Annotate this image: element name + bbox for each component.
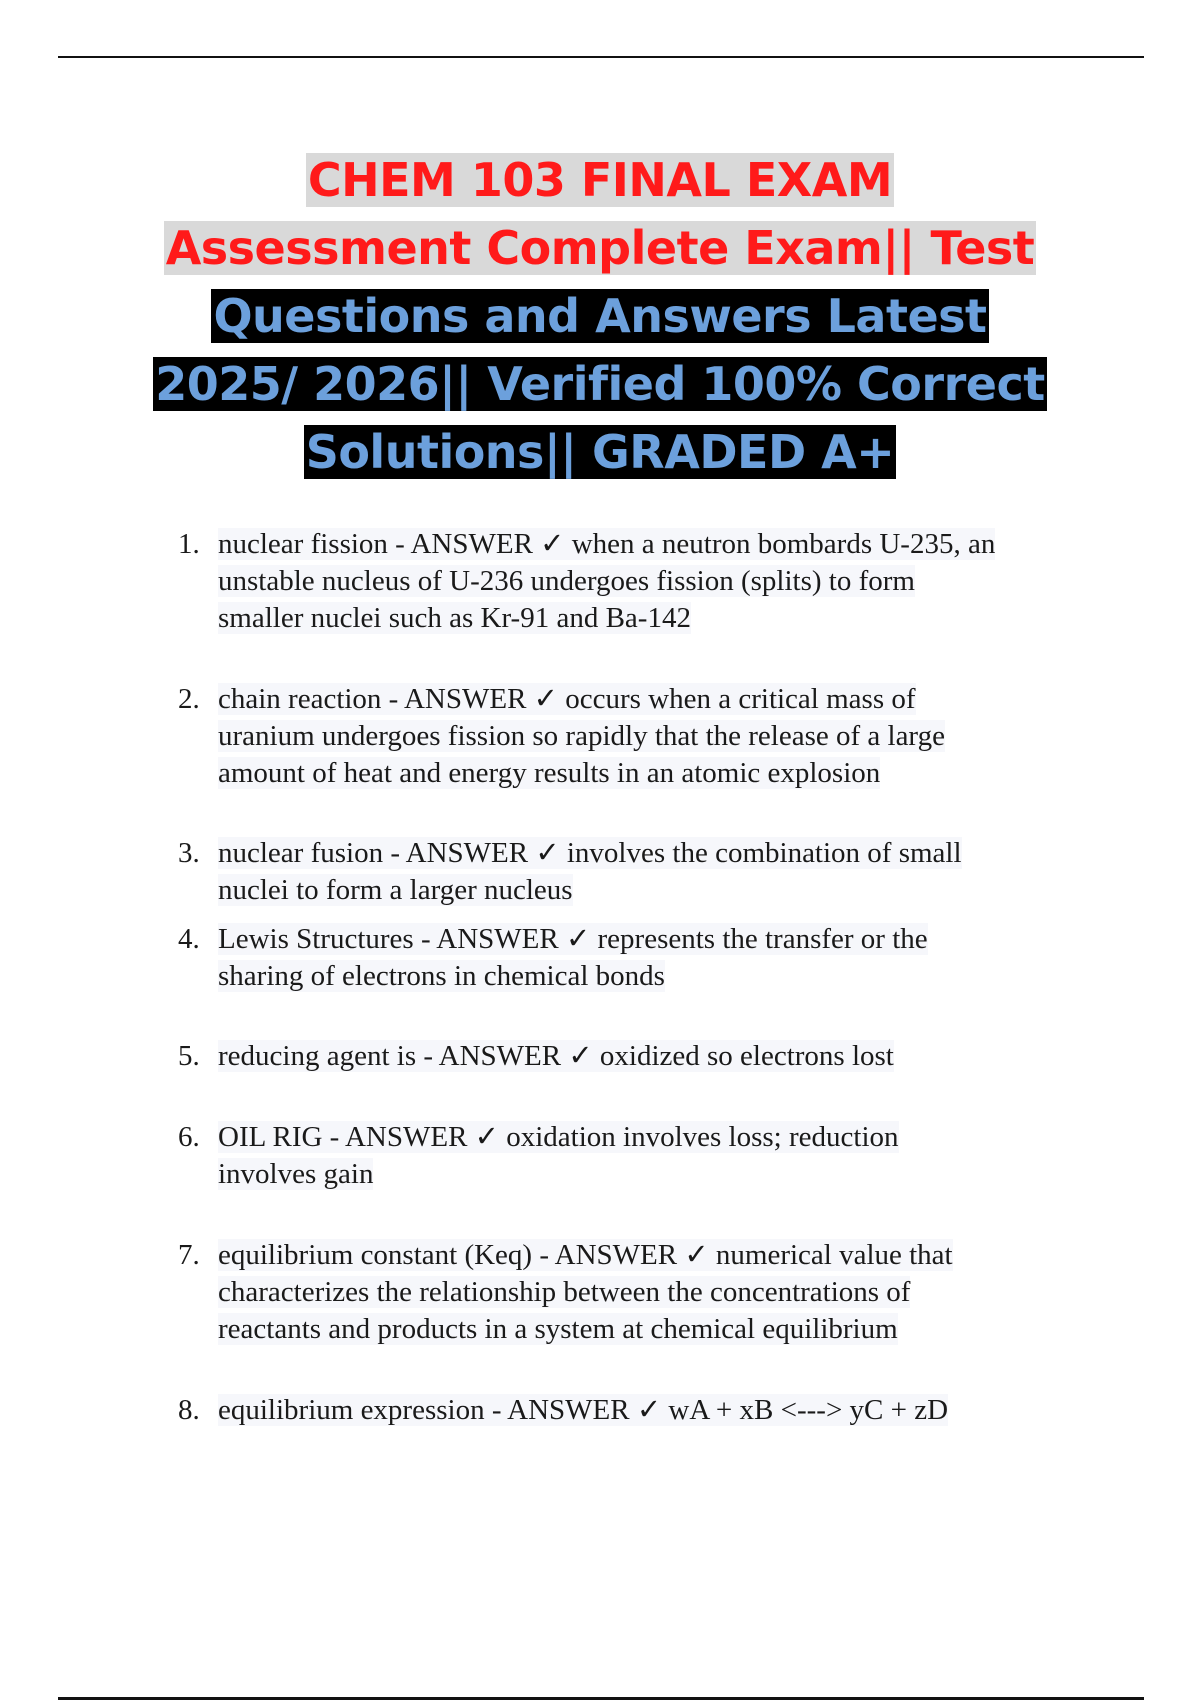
title-line-4: 2025/ 2026|| Verified 100% Correct <box>155 357 1045 411</box>
item-number: 3. <box>178 837 200 869</box>
item-text: chain reaction - ANSWER ✓ occurs when a critical mass of uranium undergoes fission so rapidly that the release of a large amount of heat and energy results in an atomic explosion <box>218 683 945 789</box>
title-line-2: Assessment Complete Exam|| Test <box>165 221 1035 275</box>
item-number: 8. <box>178 1394 200 1426</box>
item-text: equilibrium constant (Keq) - ANSWER ✓ numerical value that characterizes the relationship between the concentrations of reactants and products in a system at chemical equilibrium <box>218 1239 953 1345</box>
item-text: OIL RIG - ANSWER ✓ oxidation involves loss; reduction involves gain <box>218 1121 899 1190</box>
item-text: equilibrium expression - ANSWER ✓ wA + xB <---> yC + zD <box>218 1394 949 1426</box>
item-number: 5. <box>178 1040 200 1072</box>
item-text: Lewis Structures - ANSWER ✓ represents the transfer or the sharing of electrons in chemical bonds <box>218 923 928 992</box>
item-number: 4. <box>178 923 200 955</box>
title-line-1: CHEM 103 FINAL EXAM <box>307 153 893 207</box>
top-rule <box>58 56 1144 58</box>
item-number: 2. <box>178 683 200 715</box>
item-text: reducing agent is - ANSWER ✓ oxidized so electrons lost <box>218 1040 894 1072</box>
item-text: nuclear fission - ANSWER ✓ when a neutron bombards U-235, an unstable nucleus of U-236 undergoes fission (splits) to form smaller nuclei such as Kr-91 and Ba-142 <box>218 528 996 634</box>
title-line-3: Questions and Answers Latest <box>213 289 987 343</box>
title-line-5: Solutions|| GRADED A+ <box>305 425 895 479</box>
item-text: nuclear fusion - ANSWER ✓ involves the combination of small nuclei to form a larger nucleus <box>218 837 962 906</box>
document-title <box>0 146 1200 486</box>
item-number: 1. <box>178 528 200 560</box>
item-number: 7. <box>178 1239 200 1271</box>
item-number: 6. <box>178 1121 200 1153</box>
